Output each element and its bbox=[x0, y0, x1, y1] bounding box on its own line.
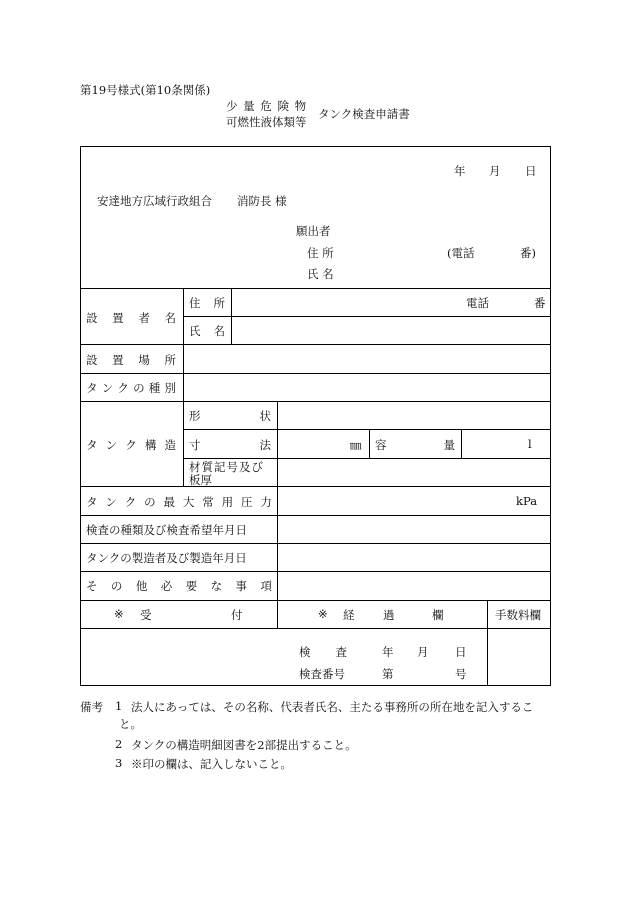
dimension-unit: ㎜ bbox=[350, 438, 362, 452]
dimension-label: 寸 法 bbox=[189, 438, 271, 452]
fee-label: 手数料欄 bbox=[495, 608, 541, 622]
remark-1-text: 法人にあっては、その名称、代表者氏名、主たる事務所の所在地を記入するこ bbox=[131, 700, 534, 714]
remark-2-text: タンクの構造明細図書を2部提出すること。 bbox=[131, 738, 357, 752]
inspection-month: 月 bbox=[417, 645, 429, 659]
remark-1-cont: と。 bbox=[119, 717, 142, 731]
inspection-year: 年 bbox=[382, 645, 394, 659]
installer-name-label: 氏 名 bbox=[189, 324, 225, 338]
installer-phone-suffix: 番 bbox=[534, 296, 546, 310]
reception-label-2: 付 bbox=[231, 608, 243, 622]
installer-address-label: 住 所 bbox=[189, 296, 225, 310]
installer-phone-label: 電話 bbox=[466, 296, 489, 310]
inspection-type-label: 検査の種類及び検査希望年月日 bbox=[86, 523, 247, 537]
remark-3-num: 3 bbox=[115, 756, 123, 770]
inspection-label: 検 査 bbox=[299, 645, 347, 659]
material-label-2: 板厚 bbox=[189, 473, 212, 487]
max-pressure-label: タ ン ク の 最 大 常 用 圧 力 bbox=[86, 495, 272, 509]
date-day: 日 bbox=[525, 164, 537, 178]
address-label: 住 所 bbox=[307, 246, 334, 260]
inspection-number-label: 検査番号 bbox=[299, 667, 345, 681]
tank-structure-label: タ ン ク 構 造 bbox=[86, 438, 176, 452]
progress-label-3: 欄 bbox=[432, 608, 444, 622]
other-label: そ の 他 必 要 な 事 項 bbox=[86, 579, 272, 593]
addressee-title: 消防長 様 bbox=[237, 194, 287, 208]
applicant-label: 願出者 bbox=[296, 224, 331, 238]
remarks-label: 備考 bbox=[80, 700, 103, 714]
reception-mark: ※ bbox=[114, 607, 124, 621]
manufacturer-label: タンクの製造者及び製造年月日 bbox=[86, 551, 247, 565]
progress-label-2: 過 bbox=[383, 608, 395, 622]
title-line2: 可燃性液体類等 bbox=[226, 115, 307, 129]
progress-label-1: 経 bbox=[343, 608, 355, 622]
remark-1-num: 1 bbox=[115, 699, 123, 713]
remark-2-num: 2 bbox=[115, 737, 123, 751]
installer-label: 設 置 者 名 bbox=[86, 311, 176, 325]
reception-label-1: 受 bbox=[140, 608, 152, 622]
location-label: 設 置 場 所 bbox=[86, 353, 176, 367]
shape-label: 形 状 bbox=[189, 409, 271, 423]
date-year: 年 bbox=[454, 164, 466, 178]
phone-label: (電話 bbox=[447, 246, 475, 260]
addressee-org: 安達地方広域行政組合 bbox=[97, 194, 212, 208]
form-number: 第19号様式(第10条関係) bbox=[80, 83, 211, 97]
title-main: タンク検査申請書 bbox=[318, 107, 410, 121]
material-label-1: 材質記号及び bbox=[189, 460, 264, 474]
inspection-day: 日 bbox=[455, 645, 467, 659]
capacity-label: 容 量 bbox=[375, 438, 455, 452]
name-label: 氏 名 bbox=[307, 267, 334, 281]
remark-3-text: ※印の欄は、記入しないこと。 bbox=[131, 757, 292, 771]
progress-mark: ※ bbox=[318, 607, 328, 621]
date-month: 月 bbox=[489, 164, 501, 178]
pressure-unit: kPa bbox=[516, 494, 538, 508]
capacity-unit: l bbox=[528, 437, 532, 451]
title-line1: 少 量 危 険 物 bbox=[226, 99, 308, 113]
number-suffix: 号 bbox=[455, 667, 467, 681]
number-prefix: 第 bbox=[382, 667, 394, 681]
tank-type-label: タ ン ク の 種 別 bbox=[86, 381, 176, 395]
phone-suffix: 番) bbox=[520, 246, 536, 260]
